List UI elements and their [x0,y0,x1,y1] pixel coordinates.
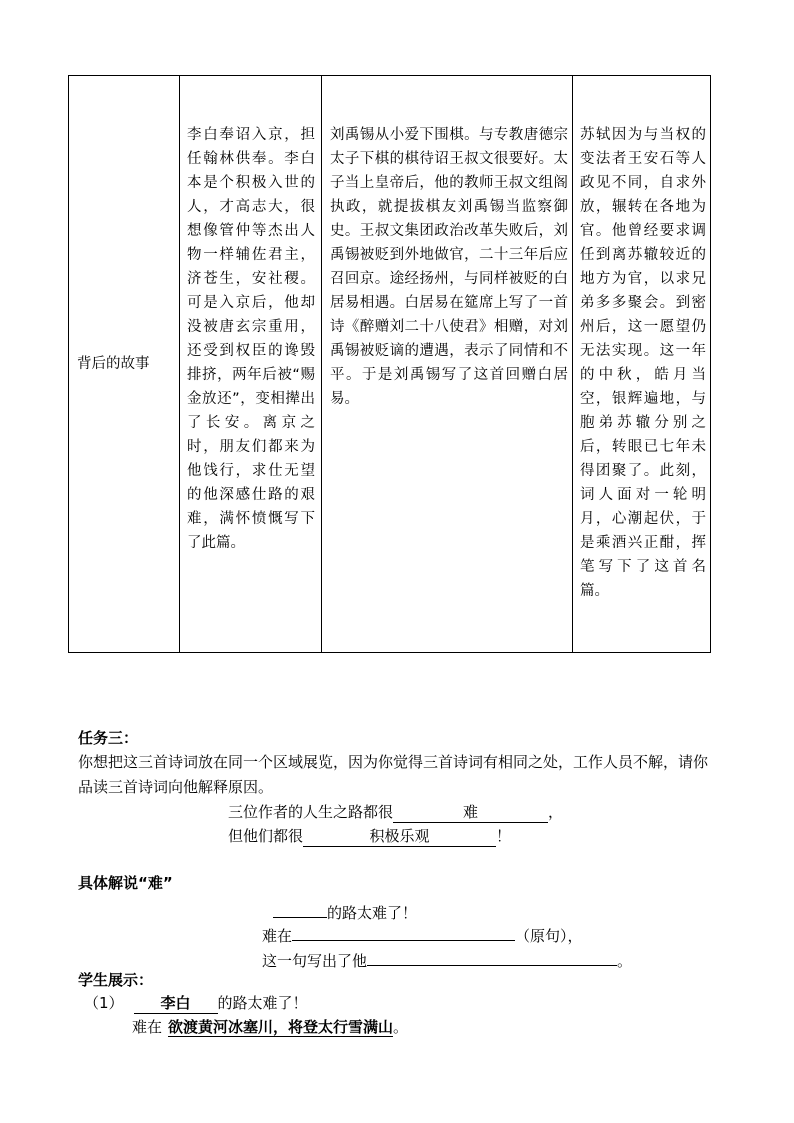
libai-story-cell [180,76,322,653]
display-item-1-nanzai [132,1016,408,1037]
line2-suffix: ！ [496,827,512,845]
line1-suffix: ， [548,803,564,821]
nanzai-quote-blank[interactable] [292,920,515,941]
road-name-blank[interactable] [273,897,327,918]
this-line-prefix: 这一句写出了他 [262,952,368,970]
task3-line2 [228,825,511,847]
this-line-blank[interactable] [367,945,617,966]
sushi-story-text: 苏轼因为与当权的变法者王安石等人政见不同，自求外放，辗转在各地为官。他曾经要求调任到离苏辙较近的地方为官，以求兄弟多多聚会。到密州后，这一愿望仍无法实现。这一年的中秋，皓月当空，银辉遍地，与胞弟苏辙分别之后，转眼已七年未得团聚了。此刻，词人面对一轮明月，心潮起伏，于是乘酒兴正酣，挥笔写下了这首名篇。 [580,127,706,599]
nanzai-prefix: 难在 [262,927,293,945]
explain-this-line [262,945,632,971]
libai-story-text: 李白奉诏入京，担任翰林供奉。李白本是个积极入世的人，才高志大，很想像管仲等杰出人物一样辅佐君主，济苍生，安社稷。可是入京后，他却没被唐玄宗重用，还受到权臣的谗毁排挤，两年后被“赐金放还”，变相撵出了长安。离京之时，朋友们都来为他饯行，求仕无望的他深感仕路的艰难，满怀愤慨写下了此篇。 [187,127,315,551]
task3-heading: 任务三： [78,729,139,747]
this-line-suffix: 。 [617,952,633,970]
line1-prefix: 三位作者的人生之路都很 [228,803,394,821]
item-nanzai-prefix: 难在 [132,1018,163,1036]
row-label-cell [69,76,180,653]
explain-heading: 具体解说“难” [78,874,173,892]
item-quote-end: 。 [393,1018,409,1036]
sushi-story-cell [573,76,711,653]
item-number: （1） [84,994,124,1012]
table-row [69,76,711,653]
nanzai-suffix: （原句）， [515,927,583,945]
row-label: 背后的故事 [77,356,150,372]
display-item-1 [84,992,308,1014]
task3-prompt: 你想把这三首诗词放在同一个区域展览，因为你觉得三首诗词有相同之处，工作人员不解，请你品读三首诗词向他解释原因。 [78,753,709,796]
line2-prefix: 但他们都很 [228,827,304,845]
line1-answer-blank[interactable]: 难 [393,802,548,823]
line2-answer-blank[interactable]: 积极乐观 [303,826,496,847]
item-name-answer[interactable]: 李白 [134,993,218,1014]
task3-line1 [228,801,563,823]
item-quote: 欲渡黄河冰塞川，将登太行雪满山 [168,1018,394,1036]
background-stories-table [68,75,711,653]
item-road-suffix: 的路太难了！ [217,994,308,1012]
liuyuxi-story-cell [322,76,573,653]
liuyuxi-story-text: 刘禹锡从小爱下围棋。与专教唐德宗太子下棋的棋待诏王叔文很要好。太子当上皇帝后，他的教师王叔文组阁执政，就提拔棋友刘禹锡当监察御史。王叔文集团政治改革失败后，刘禹锡被贬到外地做官，二十三年后应召回京。途经扬州，与同样被贬的白居易相遇。白居易在筵席上写了一首诗《醉赠刘二十八使君》相赠，对刘禹锡被贬谪的遭遇，表示了同情和不平。于是刘禹锡写了这首回赠白居易。 [330,127,568,407]
display-heading: 学生展示： [78,971,154,989]
road-suffix: 的路太难了！ [327,904,418,922]
explain-nanzai-line [262,920,583,946]
